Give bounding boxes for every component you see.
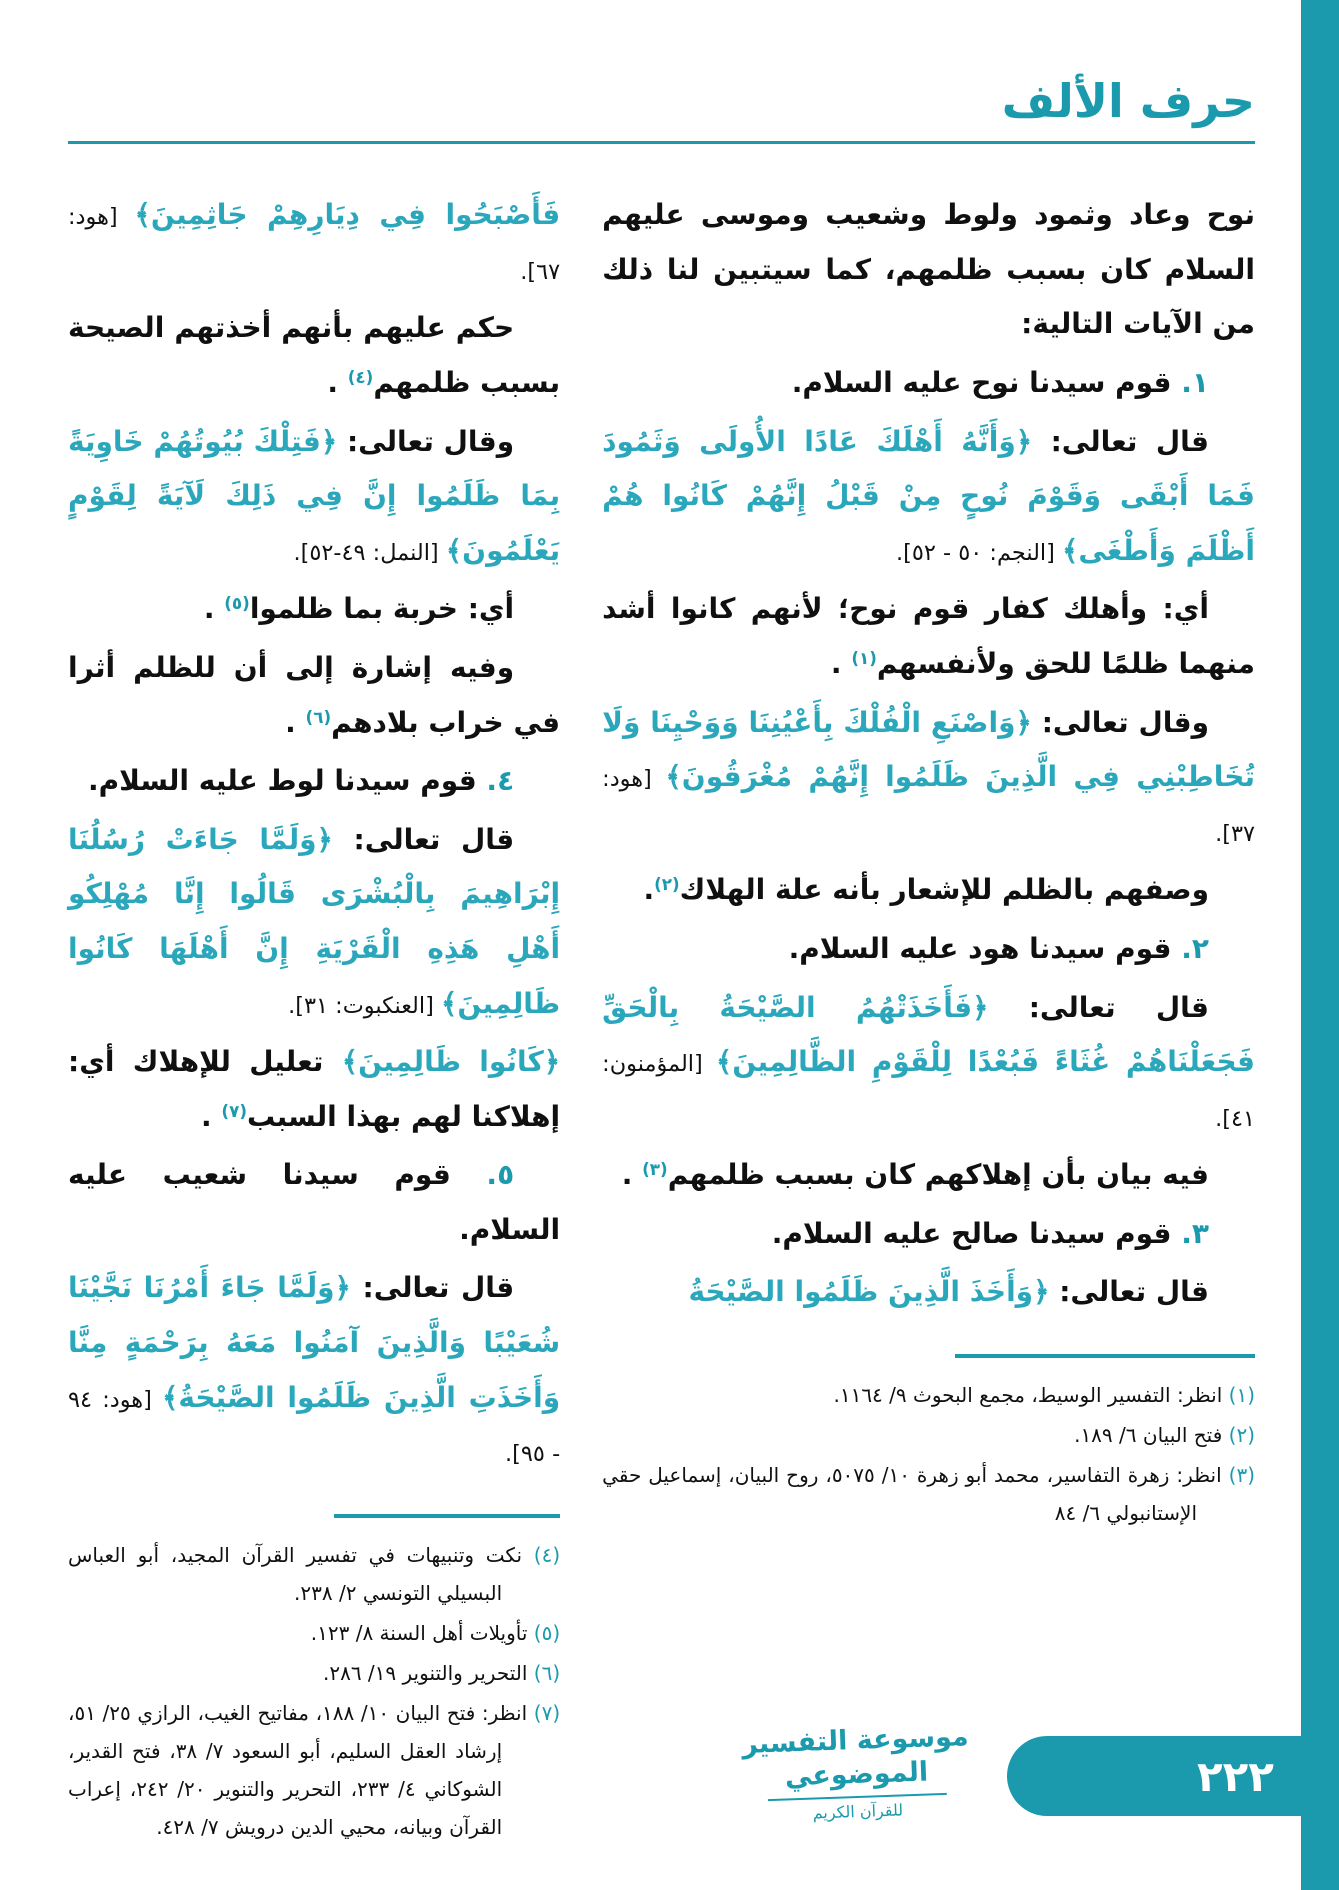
verse-reference: [هود: ٦٧].: [68, 204, 561, 285]
logo-title: موسوعة التفسير الموضوعي: [741, 1720, 970, 1792]
chapter-title: حرف الألف: [1001, 74, 1255, 128]
body-text: وفيه إشارة إلى أن للظلم أثرا في خراب بلادهم: [68, 650, 561, 739]
two-column-layout: [68, 188, 1255, 1858]
footnote-text: انظر: زهرة التفاسير، محمد أبو زهرة ١٠/ ٥٠٧٥، روح البيان، إسماعيل حقي الإستانبولي ٦/ ٨٤: [602, 1463, 1229, 1526]
footnote-marker: (٤): [347, 366, 374, 387]
footnote-marker: (٥): [224, 593, 250, 614]
speech-label: قال تعالى:: [350, 1271, 515, 1305]
body-text: .: [621, 1158, 643, 1192]
speech-label: وقال تعالى:: [1031, 705, 1209, 739]
body-text: فيه بيان بأن إهلاكهم كان بسبب ظلمهم: [667, 1158, 1209, 1192]
speech-label: قال تعالى:: [1032, 424, 1209, 458]
footnote-marker: (٢): [654, 874, 680, 895]
quran-verse: ﴿كَانُوا ظَالِمِينَ﴾: [341, 1045, 561, 1079]
column-right: [602, 188, 1255, 1544]
section-heading: [68, 1148, 560, 1257]
paragraph: [602, 696, 1255, 860]
column-left-footnotes: [68, 1536, 560, 1858]
paragraph: [68, 582, 560, 637]
body-text: أي: خربة بما ظلموا: [249, 592, 515, 626]
body-text: أي: وأهلك كفار قوم نوح؛ لأنهم كانوا أشد منهما ظلمًا للحق ولأنفسهم: [602, 592, 1255, 680]
section-heading: [68, 754, 560, 809]
speech-label: قال تعالى:: [988, 990, 1210, 1024]
footnote-number: (١): [1228, 1383, 1255, 1408]
paragraph: [68, 188, 560, 297]
logo-subtitle: للقرآن الكريم: [812, 1799, 904, 1822]
quran-verse: ﴿وَأَنَّهُ أَهْلَكَ عَادًا الأُولَى وَثَمُودَ فَمَا أَبْقَى وَقَوْمَ نُوحٍ مِنْ قَبْلُ إِنَّهُمْ كَانُوا هُمْ أَظْلَمَ وَأَطْغَى﴾: [602, 424, 1255, 567]
quran-verse: ﴿وَاصْنَعِ الْفُلْكَ بِأَعْيُنِنَا وَوَحْيِنَا وَلَا تُخَاطِبْنِي فِي الَّذِينَ ظَلَمُوا إِنَّهُمْ مُغْرَقُونَ﴾: [602, 705, 1255, 794]
footnote-text: انظر: فتح البيان ١٠/ ١٨٨، مفاتيح الغيب، الرازي ٢٥/ ٥١، إرشاد العقل السليم، أبو السعود ٧/ ٣٨، فتح القدير، الشوكاني ٤/ ٢٣٣، التحرير والتنوير ٢٠/ ٢٤٢، إعراب القرآن وبيانه، محيي الدين درويش ٧/ ٤٢٨.: [68, 1700, 534, 1839]
body-text: حكم عليهم بأنهم أخذتهم الصيحة بسبب ظلمهم: [68, 311, 561, 399]
body-text: قوم سيدنا نوح عليه السلام.: [791, 365, 1172, 399]
footnote-text: فتح البيان ٦/ ١٨٩.: [1074, 1423, 1229, 1448]
paragraph: [68, 1261, 560, 1479]
footnote-number: (٤): [533, 1542, 561, 1567]
footnote-text: تأويلات أهل السنة ٨/ ١٢٣.: [310, 1620, 534, 1645]
speech-label: وقال تعالى:: [337, 424, 515, 458]
footnote: [68, 1694, 560, 1846]
paragraph: [602, 582, 1255, 691]
heading-number: ١.: [1171, 365, 1209, 399]
footnote-divider-left: [334, 1514, 560, 1518]
footnote-marker: (١): [851, 647, 877, 668]
section-heading: [602, 922, 1255, 977]
footnote-marker: (٧): [221, 1100, 248, 1121]
heading-number: ٢.: [1171, 931, 1209, 965]
paragraph: [602, 1148, 1255, 1203]
heading-number: ٥.: [450, 1158, 515, 1192]
paragraph: [68, 415, 560, 579]
paragraph: [602, 415, 1255, 579]
paragraph: [602, 981, 1255, 1145]
paragraph: [68, 301, 560, 410]
footnote-marker: (٦): [305, 706, 332, 727]
publisher-logo: [727, 1719, 985, 1824]
speech-label: قال تعالى:: [332, 822, 515, 856]
body-text: وصفهم بالظلم للإشعار بأنه علة الهلاك: [679, 873, 1209, 907]
footnote: [68, 1614, 560, 1652]
body-text: قوم سيدنا لوط عليه السلام.: [87, 764, 477, 798]
footnote-divider-right: [955, 1354, 1255, 1358]
footnote-text: التحرير والتنوير ١٩/ ٢٨٦.: [322, 1660, 534, 1685]
quran-verse: ﴿وَلَمَّا جَاءَ أَمْرُنَا نَجَّيْنَا شُعَيْبًا وَالَّذِينَ آمَنُوا مَعَهُ بِرَحْمَةٍ مِنَّا وَأَخَذَتِ الَّذِينَ ظَلَمُوا الصَّيْحَةُ﴾: [68, 1271, 561, 1414]
page-header: [68, 74, 1255, 144]
verse-reference: [النمل: ٤٩-٥٢].: [293, 539, 446, 566]
footnote: [602, 1456, 1255, 1532]
body-text: نوح وعاد وثمود ولوط وشعيب وموسى عليهم السلام كان بسبب ظلمهم، كما سيتبين لنا ذلك من الآيات التالية:: [602, 198, 1255, 341]
footnote-marker: (٣): [642, 1159, 668, 1180]
speech-label: قال تعالى:: [1049, 1275, 1209, 1309]
section-heading: [602, 356, 1255, 411]
heading-number: ٣.: [1171, 1216, 1209, 1250]
footnote: [602, 1376, 1255, 1414]
body-text: .: [285, 705, 306, 739]
quran-verse: ﴿فَتِلْكَ بُيُوتُهُمْ خَاوِيَةً بِمَا ظَلَمُوا إِنَّ فِي ذَلِكَ لَآيَةً لِقَوْمٍ يَعْلَمُونَ﴾: [68, 424, 561, 567]
quran-verse: ﴿وَلَمَّا جَاءَتْ رُسُلُنَا إِبْرَاهِيمَ بِالْبُشْرَى قَالُوا إِنَّا مُهْلِكُو أَهْلِ هَذِهِ الْقَرْيَةِ إِنَّ أَهْلَهَا كَانُوا ظَالِمِينَ﴾: [68, 822, 561, 1020]
column-left: [68, 188, 560, 1858]
quran-verse: ﴿فَأَخَذَتْهُمُ الصَّيْحَةُ بِالْحَقِّ فَجَعَلْنَاهُمْ غُثَاءً فَبُعْدًا لِلْقَوْمِ الظَّالِمِينَ﴾: [602, 990, 1255, 1079]
heading-number: ٤.: [476, 764, 515, 798]
body-text: قوم سيدنا شعيب عليه السلام.: [68, 1158, 561, 1246]
body-text: .: [327, 365, 348, 399]
paragraph: [68, 813, 560, 1031]
footnote-number: (٢): [1228, 1423, 1255, 1448]
footnote-number: (٥): [533, 1620, 561, 1645]
verse-reference: [العنكبوت: ٣١].: [288, 992, 441, 1019]
verse-reference: [هود: ٣٧].: [602, 766, 1255, 847]
paragraph: [68, 641, 560, 750]
header-divider: [68, 141, 1255, 144]
footnote: [68, 1536, 560, 1612]
body-text: تعليل للإهلاك أي: إهلاكنا لهم بهذا السبب: [68, 1045, 561, 1133]
quran-verse: فَأَصْبَحُوا فِي دِيَارِهِمْ جَاثِمِينَ﴾: [134, 198, 561, 232]
footnote-text: انظر: التفسير الوسيط، مجمع البحوث ٩/ ١١٦٤.: [833, 1383, 1229, 1408]
column-left-text: [68, 188, 560, 1480]
page-edge-band: [1301, 0, 1339, 1890]
body-text: .: [643, 873, 655, 907]
footnote: [68, 1654, 560, 1692]
body-text: قوم سيدنا هود عليه السلام.: [788, 931, 1172, 965]
footnote: [602, 1416, 1255, 1454]
body-text: .: [830, 646, 852, 680]
body-text: .: [201, 1099, 222, 1133]
verse-reference: [النجم: ٥٠ - ٥٢].: [895, 539, 1062, 566]
paragraph: [602, 863, 1255, 918]
body-text: قوم سيدنا صالح عليه السلام.: [771, 1216, 1172, 1250]
footnote-number: (٦): [533, 1660, 561, 1685]
column-right-text: [602, 188, 1255, 1320]
body-text: .: [203, 592, 225, 626]
page-number: ٢٢٢: [1007, 1736, 1339, 1816]
verse-reference: [المؤمنون: ٤١].: [602, 1051, 1255, 1132]
column-right-footnotes: [602, 1376, 1255, 1544]
quran-verse: ﴿وَأَخَذَ الَّذِينَ ظَلَمُوا الصَّيْحَةُ: [688, 1275, 1050, 1309]
paragraph: [602, 1265, 1255, 1320]
footnote-text: نكت وتنبيهات في تفسير القرآن المجيد، أبو العباس البسيلي التونسي ٢/ ٢٣٨.: [68, 1542, 534, 1605]
verse-reference: [هود: ٩٤ - ٩٥].: [68, 1386, 561, 1468]
section-heading: [602, 1207, 1255, 1262]
paragraph: [602, 188, 1255, 352]
paragraph: [68, 1035, 560, 1144]
footnote-number: (٧): [533, 1700, 561, 1725]
footnote-number: (٣): [1228, 1463, 1255, 1488]
